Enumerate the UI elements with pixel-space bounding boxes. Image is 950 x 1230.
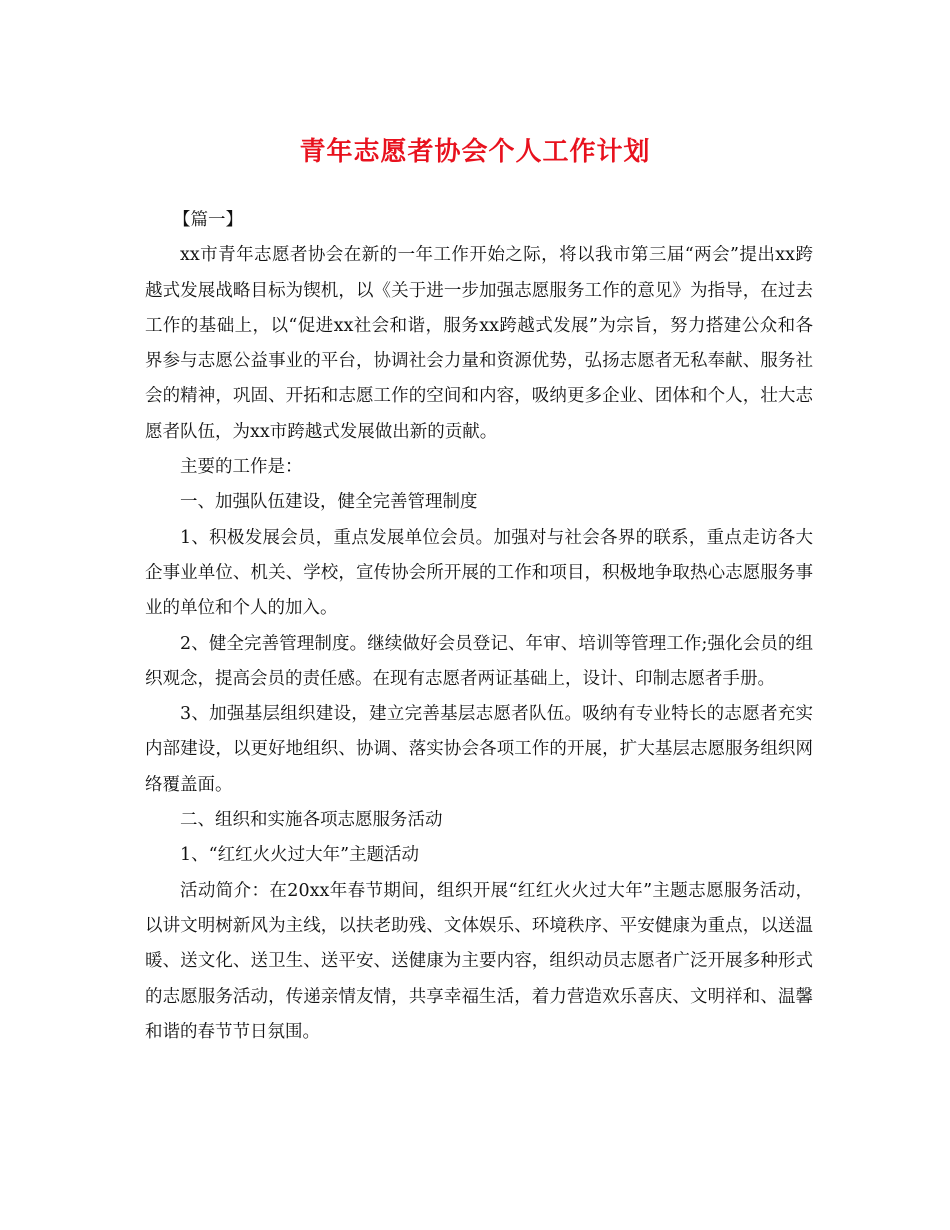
- paragraph-activity-intro: 活动简介：在20xx年春节期间，组织开展“红红火火过大年”主题志愿服务活动，以讲文明树新风为主线，以扶老助残、文体娱乐、环境秩序、平安健康为重点，以送温暖、送文化、送卫生、送平安、送健康为主要内容，组织动员志愿者广泛开展多种形式的志愿服务活动，传递亲情友情，共享幸福生活，着力营造欢乐喜庆、文明祥和、温馨和谐的春节节日氛围。: [145, 880, 813, 1042]
- subheading-activity-1: 1、“红红火火过大年”主题活动: [180, 845, 420, 866]
- paragraph-item-3: 3、加强基层组织建设，建立完善基层志愿者队伍。吸纳有专业特长的志愿者充实内部建设，以更好地组织、协调、落实协会各项工作的开展，扩大基层志愿服务组织网络覆盖面。: [145, 704, 813, 795]
- document-title: 青年志愿者协会个人工作计划: [299, 137, 651, 167]
- paragraph-item-1: 1、积极发展会员，重点发展单位会员。加强对与社会各界的联系，重点走访各大企事业单位、机关、学校，宣传协会所开展的工作和项目，积极地争取热心志愿服务事业的单位和个人的加入。: [145, 527, 813, 619]
- paragraph-main-work: 主要的工作是：: [180, 457, 303, 478]
- paragraph-intro: xx市青年志愿者协会在新的一年工作开始之际，将以我市第三届“两会”提出xx跨越式发展战略目标为锲机，以《关于进一步加强志愿服务工作的意见》为指导，在过去工作的基础上，以“促进xx社会和谐，服务xx跨越式发展”为宗旨，努力搭建公众和各界参与志愿公益事业的平台，协调社会力量和资源优势，弘扬志愿者无私奉献、服务社会的精神，巩固、开拓和志愿工作的空间和内容，吸纳更多企业、团体和个人，壮大志愿者队伍，为xx市跨越式发展做出新的贡献。: [145, 245, 813, 442]
- section-heading-2: 二、组织和实施各项志愿服务活动: [180, 810, 443, 831]
- section-heading-1: 一、加强队伍建设，健全完善管理制度: [180, 492, 478, 513]
- section-tag: 【篇一】: [173, 210, 243, 230]
- paragraph-item-2: 2、健全完善管理制度。继续做好会员登记、年审、培训等管理工作;强化会员的组织观念，提高会员的责任感。在现有志愿者两证基础上，设计、印制志愿者手册。: [145, 633, 813, 689]
- document-body: [145, 203, 813, 1050]
